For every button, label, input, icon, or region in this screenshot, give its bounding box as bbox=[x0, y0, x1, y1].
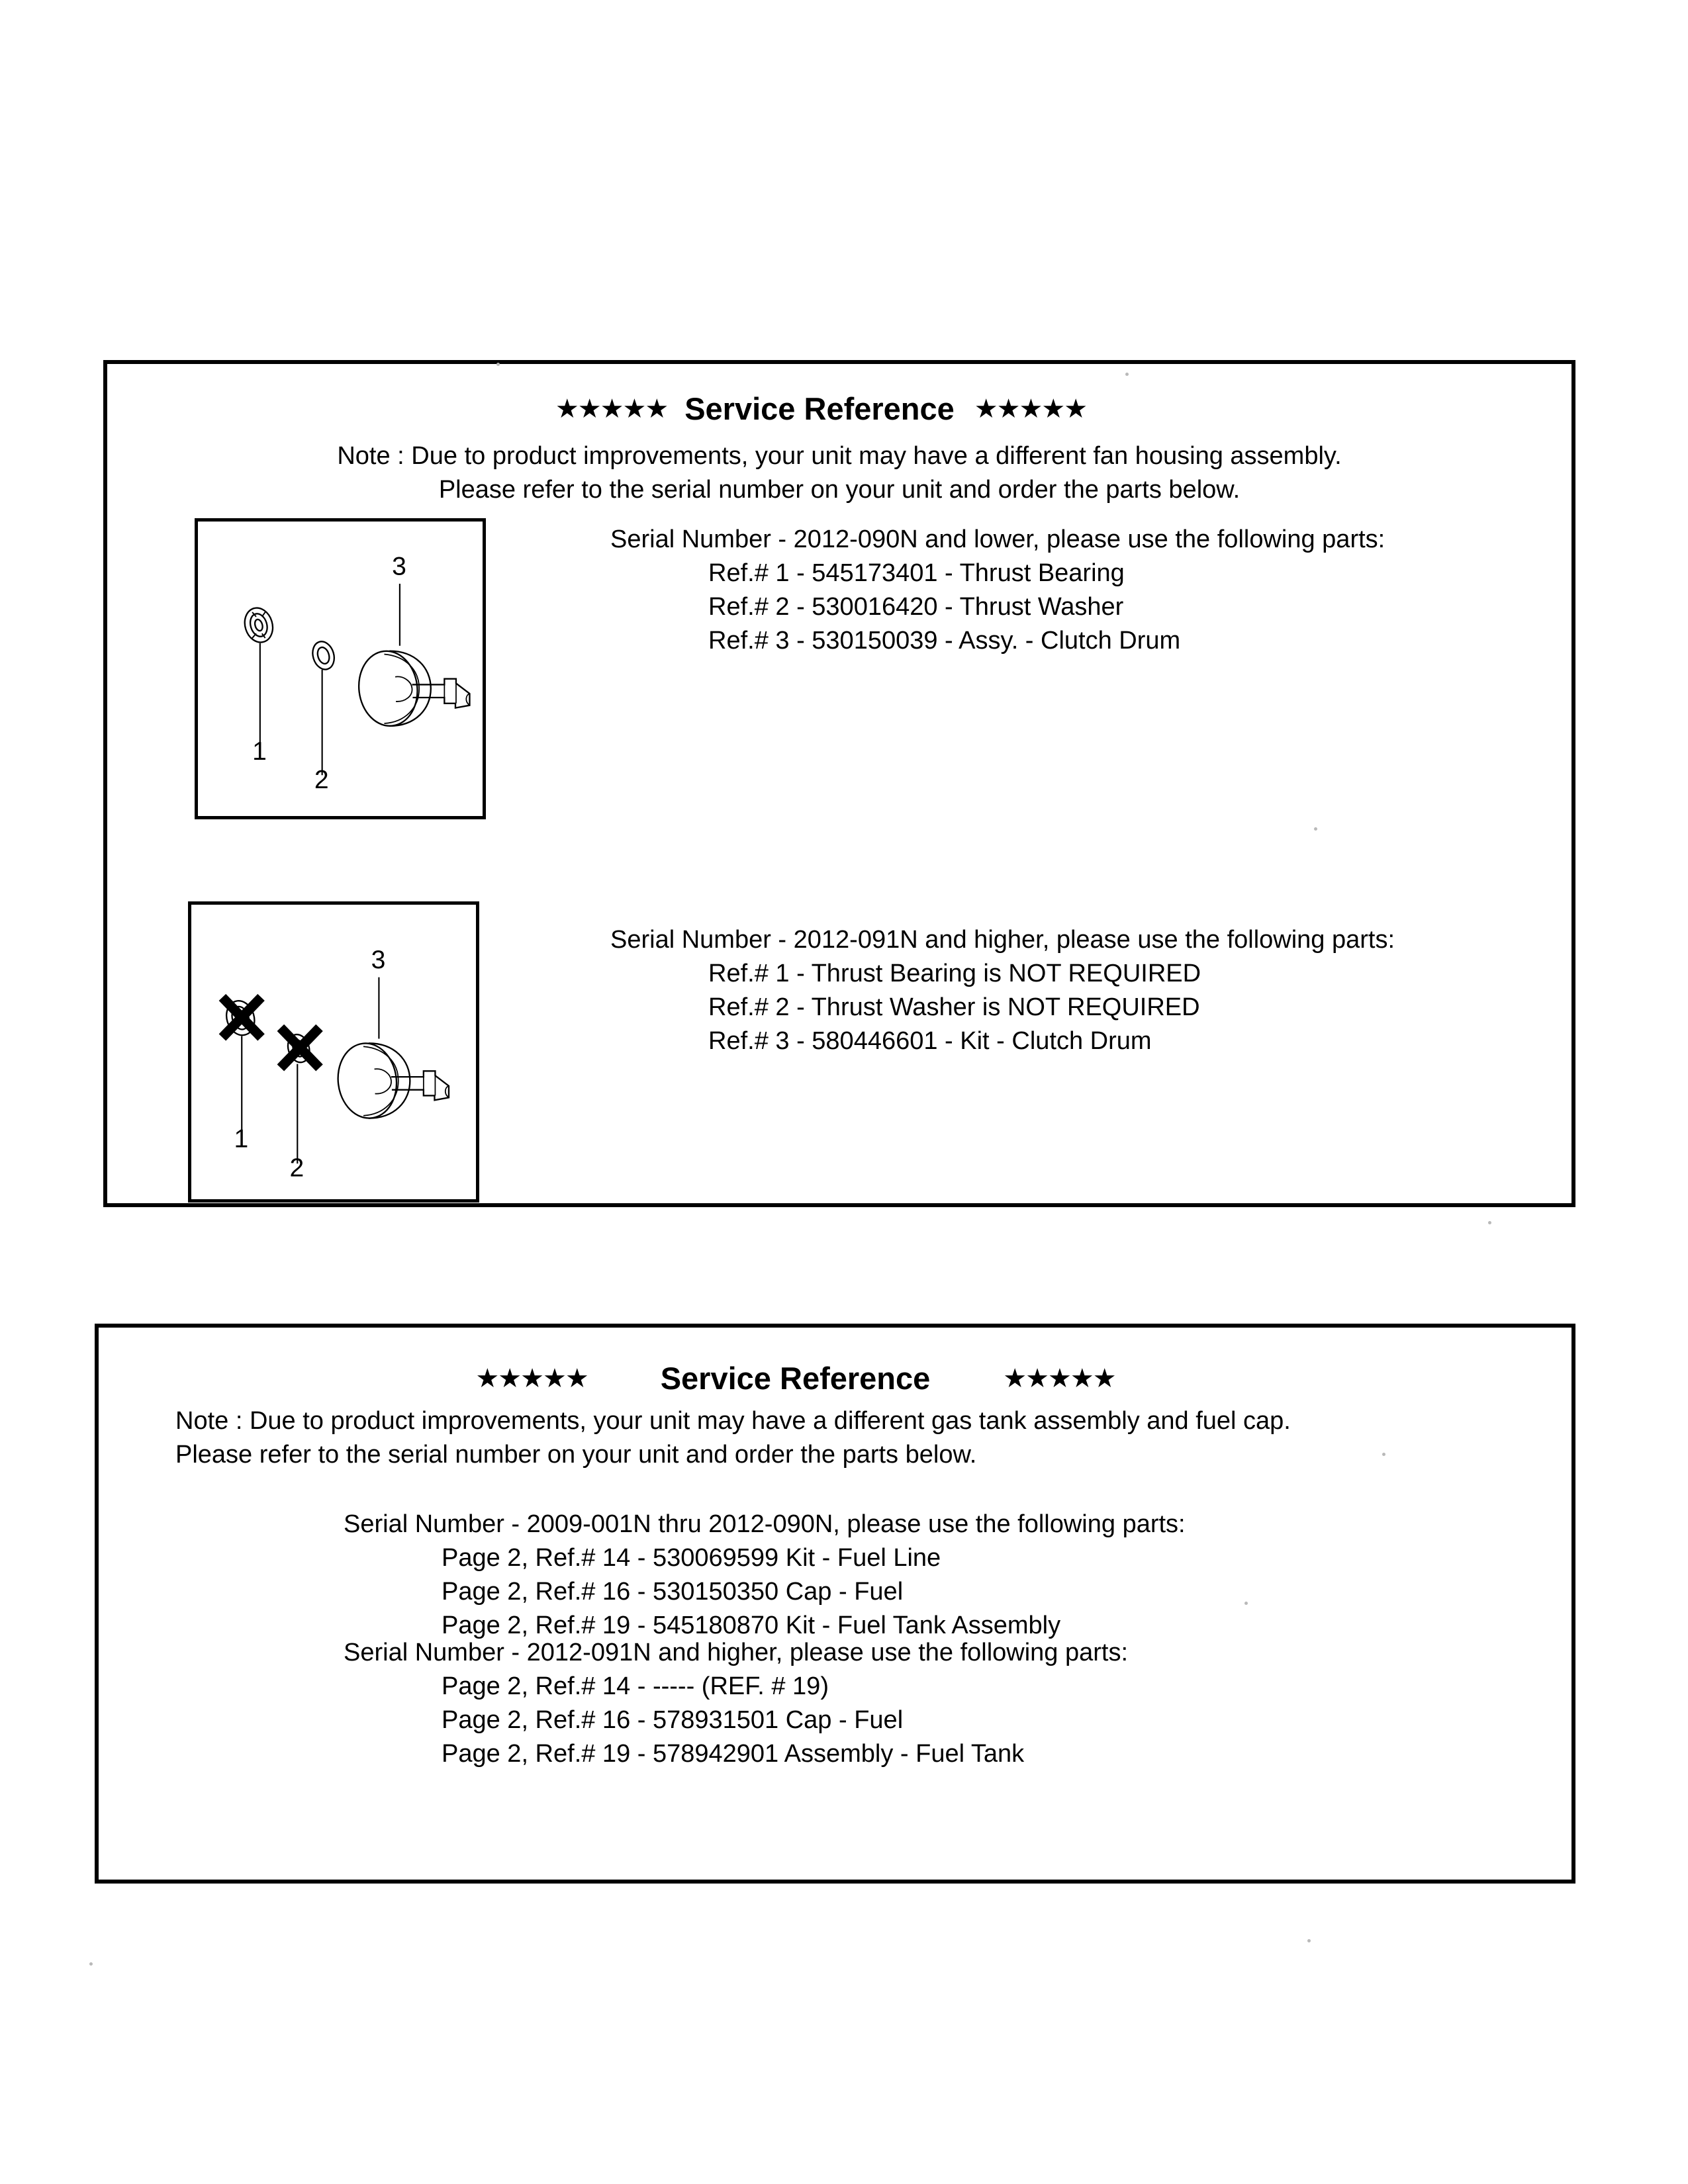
scan-speck bbox=[89, 1962, 93, 1966]
clutch-new-part-item: Ref.# 3 - 580446601 - Kit - Clutch Drum bbox=[708, 1027, 1152, 1056]
star-decoration-right-icon: ★★★★★ bbox=[1003, 1363, 1115, 1394]
clutch-old-part-item: Ref.# 2 - 530016420 - Thrust Washer bbox=[708, 593, 1124, 621]
clutch-old-part-item: Ref.# 1 - 545173401 - Thrust Bearing bbox=[708, 559, 1125, 588]
fuel-note-line-1: Note : Due to product improvements, your unit may have a different gas tank assembly and fuel cap. bbox=[175, 1407, 1291, 1435]
fuel-old-parts-list bbox=[344, 1508, 1186, 1643]
scan-speck bbox=[496, 363, 500, 366]
callout-1-new: 1 bbox=[234, 1124, 249, 1154]
fuel-new-part-item: Page 2, Ref.# 16 - 578931501 Cap - Fuel bbox=[442, 1706, 904, 1735]
scan-speck bbox=[1307, 1939, 1311, 1942]
clutch-diagram-new bbox=[188, 901, 479, 1203]
star-decoration-left-icon: ★★★★★ bbox=[475, 1363, 588, 1394]
scan-speck bbox=[1244, 1602, 1248, 1605]
service-reference-panel-clutch bbox=[103, 360, 1575, 1207]
clutch-new-parts-lead: Serial Number - 2012-091N and higher, please use the following parts: bbox=[610, 926, 1395, 954]
scan-speck bbox=[1314, 827, 1317, 831]
fuel-panel-title: Service Reference bbox=[660, 1361, 931, 1396]
clutch-note-line-1: Note : Due to product improvements, your unit may have a different fan housing assembly. bbox=[337, 442, 1342, 470]
clutch-note-line-2: Please refer to the serial number on your unit and order the parts below. bbox=[438, 475, 1241, 504]
callout-2-new: 2 bbox=[289, 1154, 305, 1183]
clutch-new-parts-list bbox=[610, 923, 1395, 1058]
star-decoration-left-icon: ★★★★★ bbox=[555, 393, 668, 424]
star-decoration-right-icon: ★★★★★ bbox=[974, 393, 1087, 424]
callout-3-new: 3 bbox=[371, 945, 386, 974]
clutch-old-parts-lead: Serial Number - 2012-090N and lower, please use the following parts: bbox=[610, 525, 1385, 553]
fuel-new-parts-list bbox=[344, 1636, 1128, 1771]
scan-speck bbox=[1382, 1453, 1385, 1456]
clutch-old-part-item: Ref.# 3 - 530150039 - Assy. - Clutch Drum bbox=[708, 627, 1181, 655]
fuel-new-part-item: Page 2, Ref.# 19 - 578942901 Assembly - Fuel Tank bbox=[442, 1740, 1025, 1768]
fuel-old-parts-lead: Serial Number - 2009-001N thru 2012-090N, please use the following parts: bbox=[344, 1510, 1186, 1538]
service-reference-panel-fuel bbox=[95, 1324, 1575, 1884]
clutch-new-part-item: Ref.# 1 - Thrust Bearing is NOT REQUIRED bbox=[708, 960, 1201, 988]
callout-2-old: 2 bbox=[314, 765, 329, 794]
clutch-note-block bbox=[107, 439, 1571, 506]
cross-out-mark-icon bbox=[222, 997, 261, 1038]
fuel-panel-header bbox=[59, 1363, 1532, 1394]
clutch-panel-header bbox=[89, 393, 1553, 424]
callout-3-old: 3 bbox=[392, 552, 406, 581]
callout-1-old: 1 bbox=[252, 737, 267, 766]
fuel-note-block bbox=[175, 1404, 1291, 1471]
fuel-new-part-item: Page 2, Ref.# 14 - ----- (REF. # 19) bbox=[442, 1672, 829, 1701]
clutch-panel-title: Service Reference bbox=[684, 391, 955, 426]
fuel-new-parts-lead: Serial Number - 2012-091N and higher, please use the following parts: bbox=[344, 1639, 1129, 1666]
fuel-old-part-item: Page 2, Ref.# 14 - 530069599 Kit - Fuel Line bbox=[442, 1544, 941, 1572]
scan-speck bbox=[1125, 373, 1129, 376]
clutch-diagram-old bbox=[195, 518, 486, 819]
clutch-new-part-item: Ref.# 2 - Thrust Washer is NOT REQUIRED bbox=[708, 993, 1200, 1022]
fuel-old-part-item: Page 2, Ref.# 16 - 530150350 Cap - Fuel bbox=[442, 1578, 904, 1606]
fuel-note-line-2: Please refer to the serial number on your unit and order the parts below. bbox=[175, 1440, 977, 1469]
fuel-old-part-item: Page 2, Ref.# 19 - 545180870 Kit - Fuel Tank Assembly bbox=[442, 1612, 1061, 1640]
scan-speck bbox=[1488, 1221, 1491, 1224]
clutch-old-parts-list bbox=[610, 523, 1385, 658]
